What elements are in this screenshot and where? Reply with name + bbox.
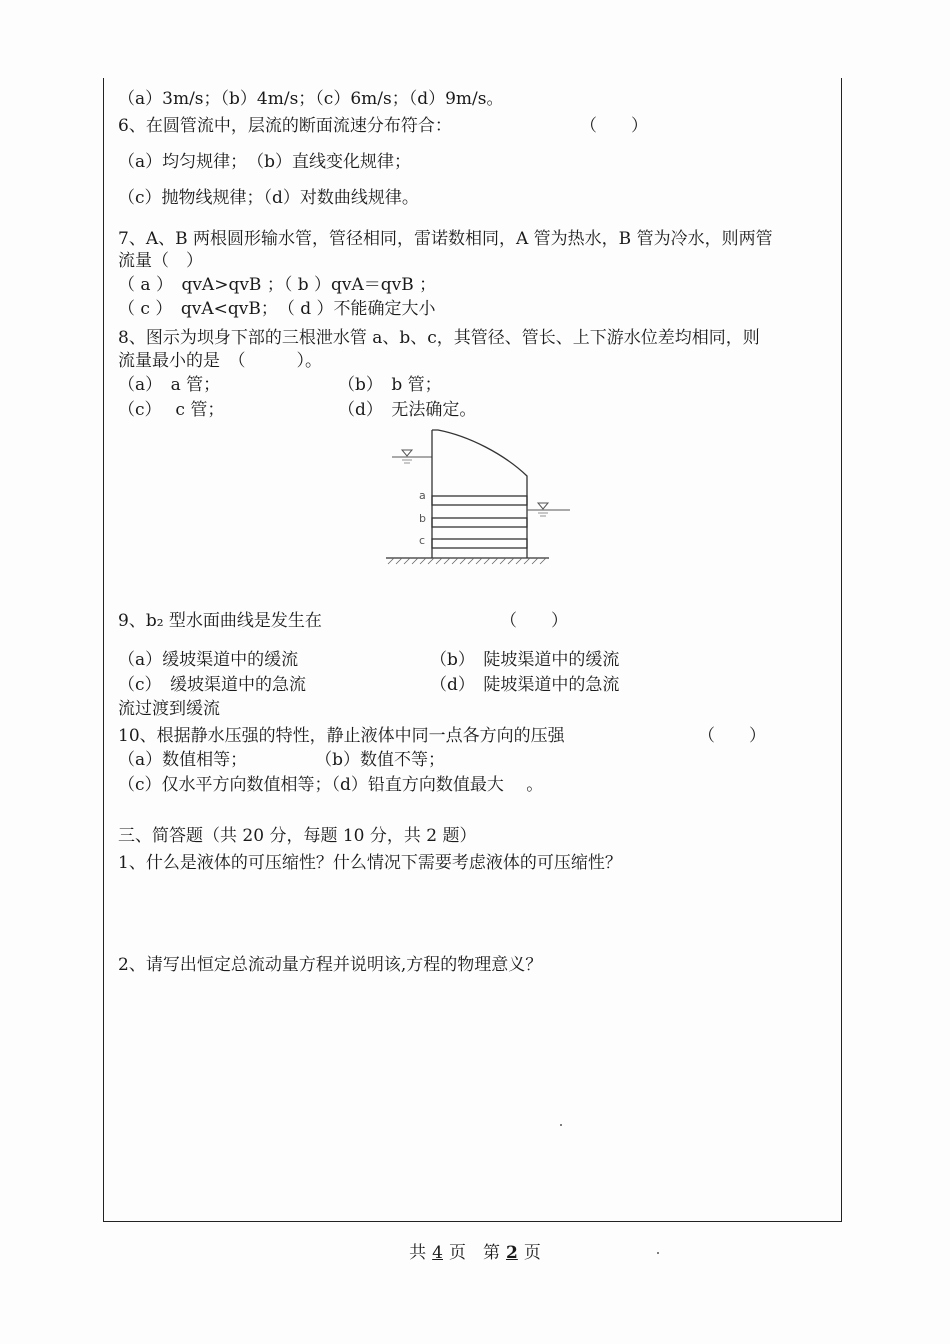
q8-option-a: （a） a 管；	[118, 375, 221, 395]
q10-options-1: （a）数值相等； （b）数值不等；	[118, 750, 446, 770]
q10-answer-blank[interactable]: （ ）	[698, 726, 766, 746]
q9-answer-blank[interactable]: （ ）	[500, 611, 568, 631]
q9-tail: 流过渡到缓流	[118, 699, 220, 719]
q7-options-1: （ a ） qvA>qvB ；（ b ）qvA＝qvB ；	[118, 275, 437, 295]
dam-pipes-figure	[384, 424, 574, 569]
q9-stem: 9、b₂ 型水面曲线是发生在	[118, 611, 322, 631]
footer-total-pages: 4	[432, 1243, 443, 1263]
q10-stem: 10、根据静水压强的特性，静止液体中同一点各方向的压强	[118, 726, 565, 746]
footer-mid: 页 第	[448, 1243, 500, 1263]
footer-total-prefix: 共	[409, 1243, 427, 1263]
q8-stem-1: 8、图示为坝身下部的三根泄水管 a、b、c，其管径、管长、上下游水位差均相同，则	[118, 328, 760, 348]
q8-option-b: （b） b 管；	[338, 375, 442, 395]
pipe-label-a: a	[419, 489, 426, 502]
q6-options-1: （a）均匀规律； （b）直线变化规律；	[118, 152, 412, 172]
q8-option-d: （d） 无法确定。	[338, 400, 477, 420]
q7-stem-2: 流量（ ）	[118, 251, 203, 271]
pipe-a	[432, 496, 527, 505]
q5-options: （a）3m/s；（b）4m/s；（c）6m/s；（d）9m/s。	[118, 89, 504, 109]
pipe-b	[432, 518, 527, 527]
pipe-label-b: b	[419, 512, 426, 525]
q7-options-2: （ c ） qvA<qvB； （ d ）不能确定大小	[118, 299, 436, 319]
ground-hatch	[388, 558, 546, 564]
q6-options-2: （c）抛物线规律；（d）对数曲线规律。	[118, 188, 419, 208]
dam-face	[432, 430, 527, 496]
pipe-label-c: c	[419, 534, 426, 547]
section3-q2: 2、请写出恒定总流动量方程并说明该,方程的物理意义？	[118, 955, 543, 975]
downstream-water-mark	[538, 503, 548, 509]
footer-suffix: 页	[523, 1243, 541, 1263]
q10-options-2: （c）仅水平方向数值相等；（d）铅直方向数值最大 。	[118, 775, 544, 795]
q6-stem: 6、在圆管流中，层流的断面流速分布符合：	[118, 116, 452, 136]
page-footer	[0, 1242, 950, 1264]
q9-option-c: （c） 缓坡渠道中的急流	[118, 675, 307, 695]
footer-current-page: 2	[505, 1243, 518, 1263]
q9-option-b: （b） 陡坡渠道中的缓流	[430, 650, 620, 670]
pipe-c	[432, 539, 527, 548]
q9-option-a: （a）缓坡渠道中的缓流	[118, 650, 299, 670]
upstream-water-mark	[402, 450, 412, 456]
section3-title: 三、简答题（共 20 分，每题 10 分，共 2 题）	[118, 826, 477, 846]
q8-stem-2: 流量最小的是 （ ）。	[118, 351, 322, 371]
scan-speck	[560, 1124, 562, 1126]
q7-stem-1: 7、A、B 两根圆形输水管，管径相同，雷诺数相同，A 管为热水，B 管为冷水，则两管	[118, 229, 773, 249]
q8-option-c: （c） c 管；	[118, 400, 225, 420]
q6-answer-blank[interactable]: （ ）	[580, 116, 648, 136]
section3-q1: 1、什么是液体的可压缩性？什么情况下需要考虑液体的可压缩性？	[118, 853, 622, 873]
q9-option-d: （d） 陡坡渠道中的急流	[430, 675, 620, 695]
